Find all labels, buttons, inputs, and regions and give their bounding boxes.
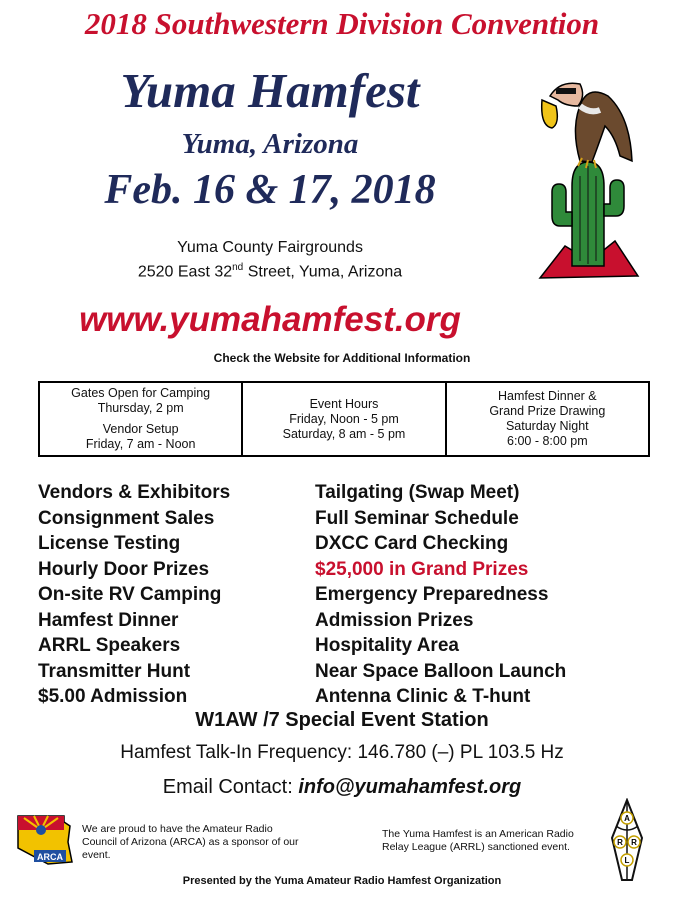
- camping-label: Gates Open for Camping: [71, 386, 211, 400]
- email-label: Email Contact:: [162, 776, 299, 798]
- dinner-label-2: Grand Prize Drawing: [489, 404, 606, 418]
- event-hours-friday: Friday, Noon - 5 pm: [289, 411, 399, 426]
- arrl-logo-letter: R: [631, 838, 637, 847]
- schedule-cell-event-hours: [243, 383, 446, 455]
- venue-name: Yuma County Fairgrounds: [177, 239, 363, 256]
- feature-item: $5.00 Admission: [38, 686, 188, 707]
- website-link[interactable]: www.yumahamfest.org: [79, 300, 461, 339]
- event-hours-saturday: Saturday, 8 am - 5 pm: [282, 426, 406, 441]
- feature-item: Near Space Balloon Launch: [315, 660, 567, 682]
- special-event-station: W1AW /7 Special Event Station: [195, 709, 489, 731]
- feature-item: Full Seminar Schedule: [315, 507, 519, 529]
- talkin-frequency: Hamfest Talk-In Frequency: 146.780 (–) PL 103.5 Hz: [120, 742, 564, 763]
- dinner-label-1: Hamfest Dinner &: [497, 389, 597, 403]
- feature-item: Consignment Sales: [38, 507, 215, 529]
- feature-item: License Testing: [38, 533, 181, 554]
- vendor-setup-label: Vendor Setup: [102, 422, 179, 436]
- arca-logo-text: ARCA: [37, 852, 63, 862]
- feature-item: DXCC Card Checking: [315, 533, 509, 554]
- dinner-time: 6:00 - 8:00 pm: [507, 434, 588, 448]
- features-list-left: [38, 480, 230, 710]
- feature-item: Transmitter Hunt: [38, 660, 191, 682]
- event-title: Yuma Hamfest: [120, 63, 420, 118]
- feature-item: Admission Prizes: [315, 609, 474, 631]
- feature-item: Hourly Door Prizes: [38, 558, 210, 580]
- dinner-day: Saturday Night: [505, 419, 589, 433]
- email-address-link[interactable]: info@yumahamfest.org: [298, 776, 522, 798]
- venue-address: 2520 East 32nd Street, Yuma, Arizona: [137, 262, 403, 281]
- camping-time: Thursday, 2 pm: [97, 401, 184, 415]
- feature-item: On-site RV Camping: [38, 584, 222, 605]
- event-hours-label: Event Hours: [309, 396, 379, 411]
- presented-by-footer: Presented by the Yuma Amateur Radio Hamfest Organization: [182, 875, 502, 887]
- arca-sponsor-text: We are proud to have the Amateur Radio Council of Arizona (ARCA) as a sponsor of our event.: [82, 823, 299, 861]
- convention-title: 2018 Southwestern Division Convention: [84, 6, 600, 41]
- schedule-cell-camping: [40, 383, 243, 455]
- feature-item-grand-prizes: $25,000 in Grand Prizes: [315, 558, 529, 580]
- feature-item: Emergency Preparedness: [315, 584, 549, 605]
- arrl-logo: [602, 798, 652, 882]
- arrl-logo-letter: R: [617, 838, 623, 847]
- website-note: Check the Website for Additional Information: [213, 351, 471, 365]
- feature-item: Hamfest Dinner: [38, 609, 179, 631]
- feature-item: ARRL Speakers: [38, 635, 181, 656]
- schedule-table: [38, 381, 650, 457]
- arrl-sanction-text: The Yuma Hamfest is an American Radio Relay League (ARRL) sanctioned event.: [382, 828, 574, 853]
- arca-logo: [14, 812, 76, 868]
- event-city: Yuma, Arizona: [181, 128, 359, 160]
- email-contact: [0, 776, 684, 799]
- feature-item: Hospitality Area: [315, 635, 459, 656]
- schedule-cell-dinner: [447, 383, 648, 455]
- vendor-setup-time: Friday, 7 am - Noon: [85, 437, 196, 451]
- event-dates: Feb. 16 & 17, 2018: [104, 167, 436, 213]
- feature-item: Tailgating (Swap Meet): [315, 482, 520, 503]
- arrl-logo-letter: A: [624, 814, 630, 823]
- features-list-right: [315, 480, 566, 710]
- feature-item: Antenna Clinic & T-hunt: [315, 686, 531, 707]
- arrl-logo-letter: L: [624, 856, 630, 865]
- venue-block: [0, 238, 540, 282]
- feature-item: Vendors & Exhibitors: [38, 482, 231, 503]
